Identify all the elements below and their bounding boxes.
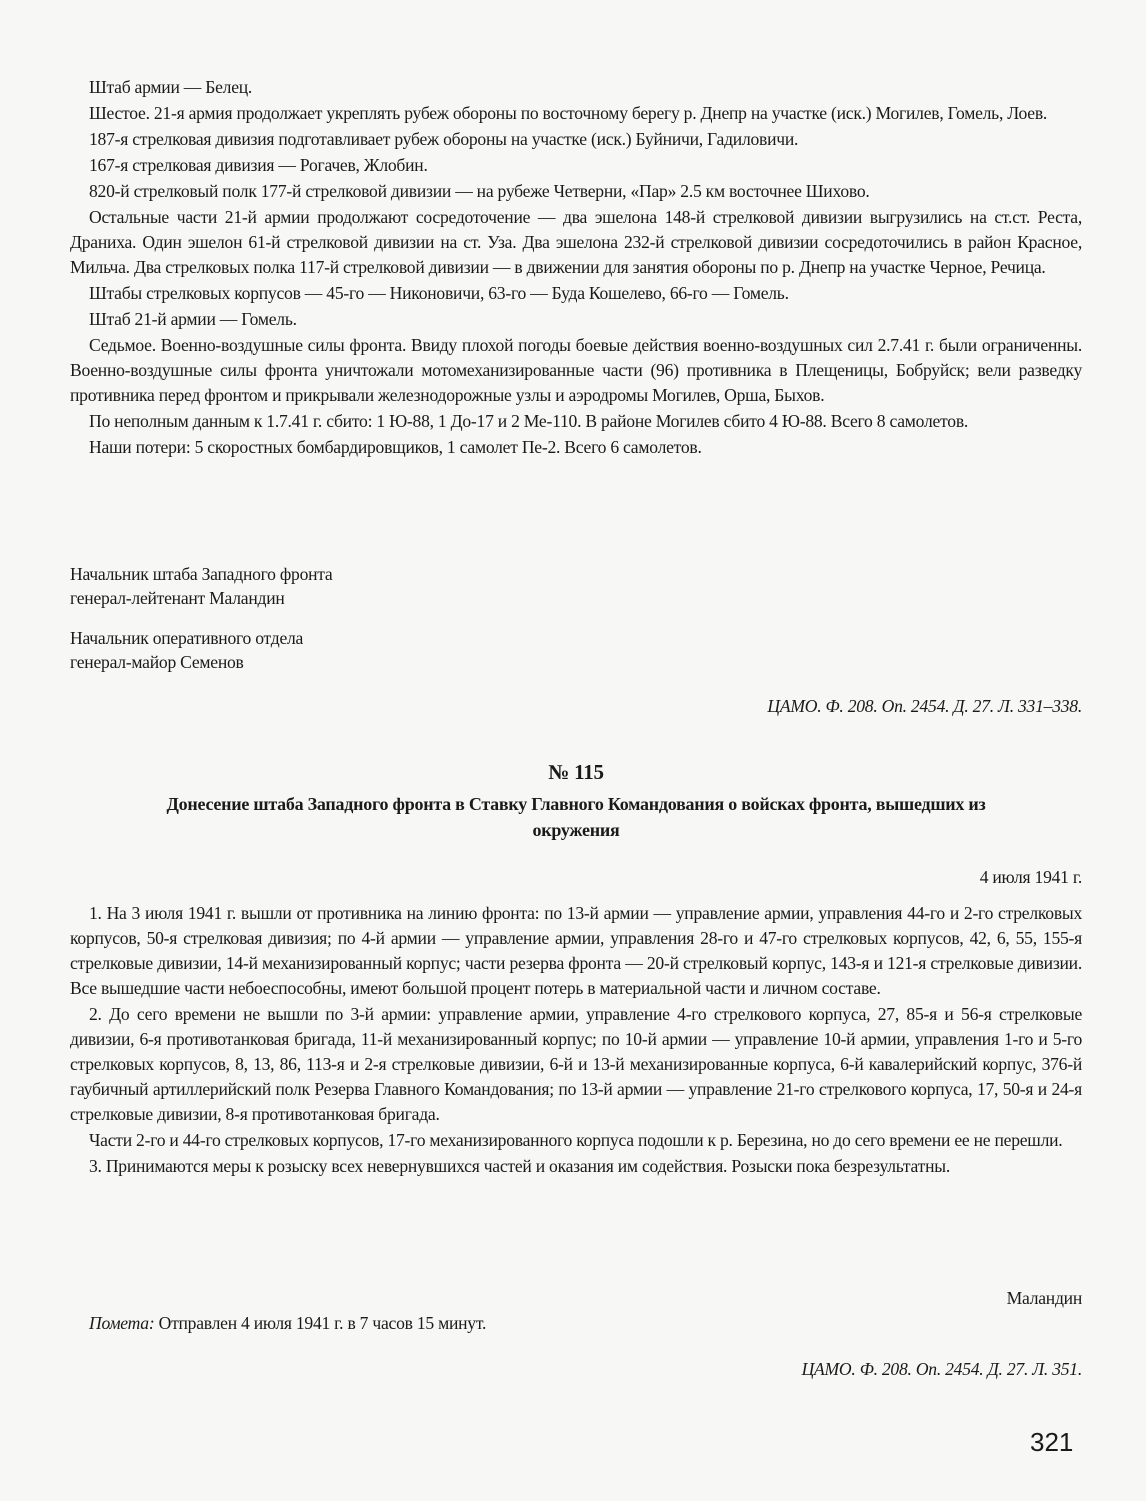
- paragraph: 1. На 3 июля 1941 г. вышли от противника на линию фронта: по 13-й армии — управление армии, управления 44-го и 2-го стрелковых корпусов, 50-я стрелковая дивизия; по 4-й армии — управление армии, управления 28-го и 47-го стрелковых корпусов, 42, 6, 55, 155-я стрелковые дивизии, 14-й механизированный корпус; части резерва фронта — 20-й стрелковый корпус, 143-я и 121-я стрелковые дивизии. Все вышедшие части небоеспособны, имеют большой процент потерь в материальной части и личном составе.: [70, 903, 1082, 998]
- signature-block-1: [70, 562, 1082, 610]
- page-number: 321: [1030, 1427, 1074, 1457]
- signature-title: Начальник штаба Западного фронта: [70, 564, 333, 584]
- signature-name: генерал-майор Семенов: [70, 652, 244, 672]
- paragraph: 820-й стрелковый полк 177-й стрелковой дивизии — на рубеже Четверни, «Пар» 2.5 км восточнее Шихово.: [89, 181, 870, 201]
- paragraph: Седьмое. Военно-воздушные силы фронта. Ввиду плохой погоды боевые действия военно-воздушных сил 2.7.41 г. были ограниченны. Военно-воздушные силы фронта уничтожали мотомеханизированные части (96) противника в Плещеницы, Бобруйск; вели разведку противника перед фронтом и прикрывали железнодорожные узлы и аэродромы Могилев, Орша, Быхов.: [70, 335, 1082, 405]
- signature-name: генерал-лейтенант Маландин: [70, 588, 285, 608]
- note-text: Отправлен 4 июля 1941 г. в 7 часов 15 минут.: [154, 1313, 487, 1333]
- paragraph: Штаб 21-й армии — Гомель.: [89, 309, 297, 329]
- archive-citation: ЦАМО. Ф. 208. Оп. 2454. Д. 27. Л. 331–338.: [767, 696, 1082, 716]
- signature-title: Начальник оперативного отдела: [70, 628, 304, 648]
- paragraph: Наши потери: 5 скоростных бомбардировщиков, 1 самолет Пе-2. Всего 6 самолетов.: [89, 437, 702, 457]
- note-label: Помета:: [89, 1313, 155, 1333]
- archive-citation: ЦАМО. Ф. 208. Оп. 2454. Д. 27. Л. 351.: [801, 1359, 1082, 1379]
- paragraph: Остальные части 21-й армии продолжают сосредоточение — два эшелона 148-й стрелковой дивизии выгрузились на ст.ст. Реста, Драниха. Один эшелон 61-й стрелковой дивизии на ст. Уза. Два эшелона 232-й стрелковой дивизии сосредоточились в район Красное, Мильча. Два стрелковых полка 117-й стрелковой дивизии — в движении для занятия обороны по р. Днепр на участке Черное, Речица.: [70, 207, 1082, 277]
- document-note: [70, 1311, 1101, 1336]
- document-number: № 115: [548, 760, 604, 784]
- document-body: [70, 901, 1082, 1180]
- top-section: [70, 75, 1082, 461]
- document-title: Донесение штаба Западного фронта в Ставку Главного Командования о войсках фронта, вышедших из окружения: [166, 794, 986, 840]
- signature-block-2: [70, 626, 1082, 674]
- paragraph: 3. Принимаются меры к розыску всех невернувшихся частей и оказания им содействия. Розыски пока безрезультатны.: [89, 1156, 950, 1176]
- paragraph: Шестое. 21-я армия продолжает укреплять рубеж обороны по восточному берегу р. Днепр на участке (иск.) Могилев, Гомель, Лоев.: [89, 103, 1048, 123]
- document-date: 4 июля 1941 г.: [979, 867, 1082, 887]
- paragraph: 187-я стрелковая дивизия подготавливает рубеж обороны на участке (иск.) Буйничи, Гадиловичи.: [89, 129, 799, 149]
- paragraph: 167-я стрелковая дивизия — Рогачев, Жлобин.: [89, 155, 428, 175]
- paragraph: 2. До сего времени не вышли по 3-й армии: управление армии, управление 4-го стрелкового корпуса, 27, 85-я и 56-я стрелковые дивизии, 6-я противотанковая бригада, 11-й механизированный корпус; по 10-й армии — управление 10-й армии, управления 1-го и 5-го стрелковых корпусов, 8, 13, 86, 113-я и 2-я стрелковые дивизии, 6-й и 13-й механизированные корпуса, 6-й кавалерийский корпус, 376-й гаубичный артиллерийский полк Резерва Главного Командования; по 13-й армии — управление 21-го стрелкового корпуса, 17, 50-я и 24-я стрелковые дивизии, 8-я противотанковая бригада.: [70, 1004, 1082, 1124]
- paragraph: Штабы стрелковых корпусов — 45-го — Никоновичи, 63-го — Буда Кошелево, 66-го — Гомель.: [89, 283, 789, 303]
- document-signature: Маландин: [1006, 1288, 1082, 1308]
- paragraph: По неполным данным к 1.7.41 г. сбито: 1 Ю-88, 1 До-17 и 2 Ме-110. В районе Могилев сбито 4 Ю-88. Всего 8 самолетов.: [89, 411, 969, 431]
- paragraph: Штаб армии — Белец.: [89, 77, 253, 97]
- paragraph: Части 2-го и 44-го стрелковых корпусов, 17-го механизированного корпуса подошли к р. Березина, но до сего времени ее не перешли.: [89, 1130, 1063, 1150]
